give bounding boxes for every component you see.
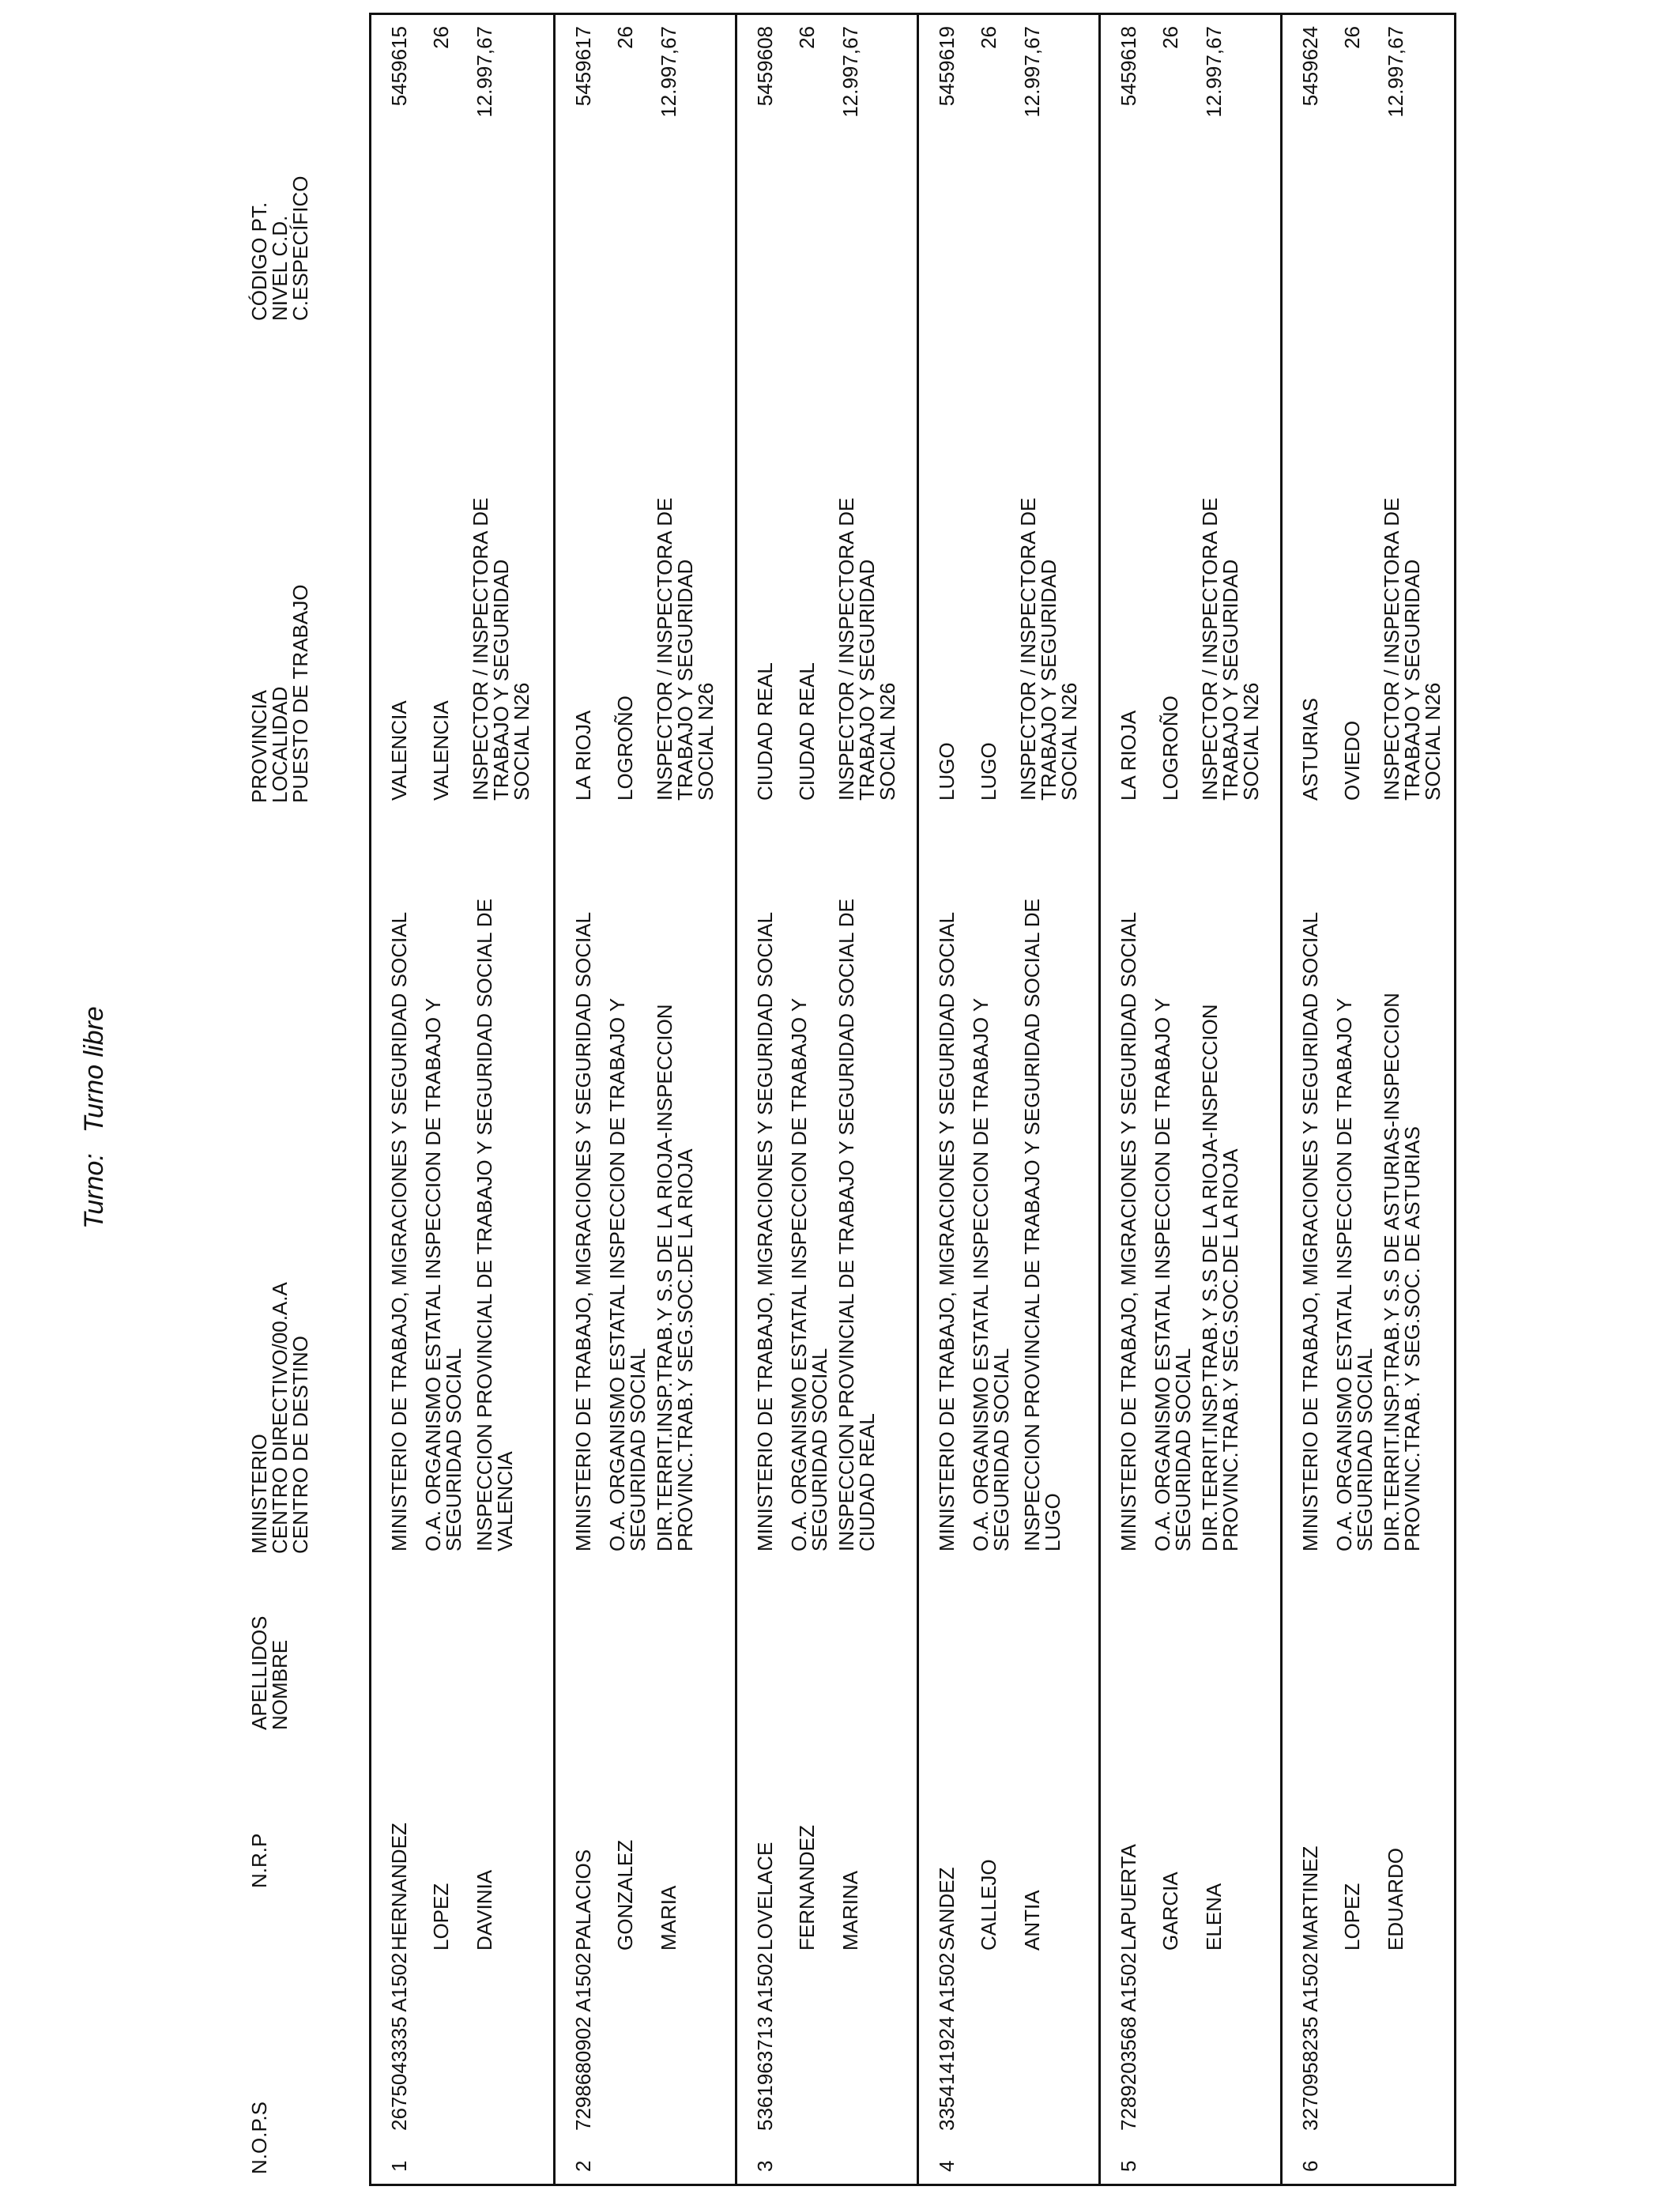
row-codigo: 5459618 [1117,26,1140,107]
header-nrp: N.R.P [247,1833,271,1888]
row-provincia: CIUDAD REAL [753,662,777,801]
row-provincia: LA RIOJA [571,710,595,801]
row-puesto: INSPECTOR / INSPECTORA DE TRABAJO Y SEGURIDAD SOCIAL N26 [1016,497,1081,801]
row-apellido2: LOPEZ [1340,1883,1364,1951]
table-row [371,15,553,2184]
row-ministerio: MINISTERIO DE TRABAJO, MIGRACIONES Y SEGURIDAD SOCIAL [571,911,595,1551]
row-apellido2: GONZALEZ [613,1839,637,1951]
row-especifico: 12.997,67 [473,26,496,118]
header-nivel: NIVEL C.D. [268,215,292,321]
row-apellido1: MARTINEZ [1298,1845,1322,1951]
row-provincia: LA RIOJA [1117,710,1140,801]
row-ministerio: MINISTERIO DE TRABAJO, MIGRACIONES Y SEGURIDAD SOCIAL [387,911,411,1551]
row-puesto: INSPECTOR / INSPECTORA DE TRABAJO Y SEGURIDAD SOCIAL N26 [1198,497,1263,801]
row-nops: 3 [753,2160,777,2172]
row-puesto: INSPECTOR / INSPECTORA DE TRABAJO Y SEGURIDAD SOCIAL N26 [834,497,899,801]
row-nombre: ELENA [1202,1883,1226,1951]
row-ministerio: MINISTERIO DE TRABAJO, MIGRACIONES Y SEGURIDAD SOCIAL [1298,911,1322,1551]
row-nrp: 3270958235 A1502 [1298,1952,1322,2131]
row-apellido2: CALLEJO [977,1859,1000,1951]
header-apellidos-nombre [249,1615,290,1730]
row-nombre: EDUARDO [1384,1847,1407,1951]
row-centro-directivo: O.A. ORGANISMO ESTATAL INSPECCION DE TRABAJO Y SEGURIDAD SOCIAL [1332,998,1377,1551]
row-localidad: VALENCIA [429,700,453,801]
row-centro-directivo: O.A. ORGANISMO ESTATAL INSPECCION DE TRABAJO Y SEGURIDAD SOCIAL [787,998,831,1551]
row-apellido1: PALACIOS [571,1849,595,1951]
row-centro-directivo: O.A. ORGANISMO ESTATAL INSPECCION DE TRABAJO Y SEGURIDAD SOCIAL [605,998,650,1551]
row-nombre: MARINA [838,1870,862,1951]
table-row [1280,15,1462,2184]
row-nombre: ANTIA [1020,1890,1044,1951]
row-ministerio: MINISTERIO DE TRABAJO, MIGRACIONES Y SEGURIDAD SOCIAL [1117,911,1140,1551]
row-puesto: INSPECTOR / INSPECTORA DE TRABAJO Y SEGURIDAD SOCIAL N26 [653,497,718,801]
row-nivel: 26 [429,26,453,49]
header-especifico: C.ESPECÍFICO [288,175,312,321]
row-localidad: LUGO [977,742,1000,801]
row-nivel: 26 [795,26,819,49]
header-ministerio-centros [249,1282,311,1554]
appointments-table [369,13,1456,2186]
row-apellido1: LOVELACE [753,1842,777,1951]
row-provincia: ASTURIAS [1298,697,1322,801]
row-localidad: CIUDAD REAL [795,662,819,801]
row-apellido2: GARCIA [1158,1872,1182,1951]
table-row [553,15,735,2184]
row-especifico: 12.997,67 [838,26,862,118]
row-especifico: 12.997,67 [1020,26,1044,118]
row-centro-destino: DIR.TERRIT.INSP.TRAB.Y S.S DE ASTURIAS-INSPECCION PROVINC.TRAB. Y SEG.SOC. DE ASTURIAS [1380,993,1424,1551]
row-localidad: LOGROÑO [613,696,637,801]
header-provincia-localidad-puesto [249,585,311,803]
row-codigo: 5459608 [753,26,777,107]
row-nivel: 26 [1158,26,1182,49]
row-nops: 5 [1117,2160,1140,2172]
row-centro-directivo: O.A. ORGANISMO ESTATAL INSPECCION DE TRABAJO Y SEGURIDAD SOCIAL [421,998,465,1551]
row-apellido1: SANDEZ [935,1867,959,1951]
table-row [735,15,917,2184]
row-nivel: 26 [977,26,1000,49]
row-puesto: INSPECTOR / INSPECTORA DE TRABAJO Y SEGURIDAD SOCIAL N26 [1380,497,1445,801]
row-especifico: 12.997,67 [1202,26,1226,118]
row-codigo: 5459619 [935,26,959,107]
row-apellido2: LOPEZ [429,1883,453,1951]
row-centro-destino: DIR.TERRIT.INSP.TRAB.Y S.S DE LA RIOJA-INSPECCION PROVINC.TRAB.Y SEG.SOC.DE LA RIOJA [653,1004,697,1551]
table-row [917,15,1098,2184]
row-nombre: DAVINIA [473,1869,496,1951]
row-ministerio: MINISTERIO DE TRABAJO, MIGRACIONES Y SEGURIDAD SOCIAL [935,911,959,1551]
row-apellido1: LAPUERTA [1117,1844,1140,1951]
row-provincia: VALENCIA [387,700,411,801]
row-provincia: LUGO [935,742,959,801]
row-localidad: LOGROÑO [1158,696,1182,801]
row-nrp: 7298680902 A1502 [571,1952,595,2131]
row-nivel: 26 [1340,26,1364,49]
row-centro-destino: INSPECCION PROVINCIAL DE TRABAJO Y SEGURIDAD SOCIAL DE CIUDAD REAL [834,899,879,1551]
row-centro-directivo: O.A. ORGANISMO ESTATAL INSPECCION DE TRABAJO Y SEGURIDAD SOCIAL [969,998,1013,1551]
header-localidad: LOCALIDAD [268,686,292,803]
turno-label: Turno: [79,1153,109,1229]
turno-value: Turno libre [79,1006,109,1133]
row-codigo: 5459617 [571,26,595,107]
row-centro-destino: INSPECCION PROVINCIAL DE TRABAJO Y SEGURIDAD SOCIAL DE LUGO [1020,899,1064,1551]
row-localidad: OVIEDO [1340,720,1364,801]
row-nops: 1 [387,2160,411,2172]
row-nrp: 2675043335 A1502 [387,1952,411,2131]
row-especifico: 12.997,67 [1384,26,1407,118]
row-centro-destino: INSPECCION PROVINCIAL DE TRABAJO Y SEGURIDAD SOCIAL DE VALENCIA [473,899,517,1551]
row-puesto: INSPECTOR / INSPECTORA DE TRABAJO Y SEGURIDAD SOCIAL N26 [469,497,533,801]
row-nombre: MARIA [657,1885,680,1951]
row-ministerio: MINISTERIO DE TRABAJO, MIGRACIONES Y SEGURIDAD SOCIAL [753,911,777,1551]
turno-title [79,1006,110,1250]
header-codigo: CÓDIGO PT. [247,202,271,321]
header-centro-destino: CENTRO DE DESTINO [288,1336,312,1554]
header-nombre: NOMBRE [268,1639,292,1730]
header-centro-directivo: CENTRO DIRECTIVO/00.A.A [268,1282,292,1554]
row-nops: 4 [935,2160,959,2172]
row-centro-destino: DIR.TERRIT.INSP.TRAB.Y S.S DE LA RIOJA-INSPECCION PROVINC.TRAB.Y SEG.SOC.DE LA RIOJA [1198,1004,1242,1551]
header-puesto: PUESTO DE TRABAJO [288,584,312,803]
header-codigo-nivel-especifico [249,176,311,321]
table-row [1098,15,1280,2184]
row-nrp: 7289203568 A1502 [1117,1952,1140,2131]
row-nrp: 5361963713 A1502 [753,1952,777,2131]
row-nivel: 26 [613,26,637,49]
header-apellidos: APELLIDOS [247,1615,271,1730]
row-apellido1: HERNANDEZ [387,1823,411,1951]
row-nops: 6 [1298,2160,1322,2172]
row-nrp: 3354141924 A1502 [935,1952,959,2131]
header-provincia: PROVINCIA [247,689,271,803]
row-especifico: 12.997,67 [657,26,680,118]
row-nops: 2 [571,2160,595,2172]
row-codigo: 5459624 [1298,26,1322,107]
row-apellido2: FERNANDEZ [795,1825,819,1951]
header-nops: N.O.P.S [247,2101,271,2174]
header-ministerio: MINISTERIO [247,1434,271,1554]
row-codigo: 5459615 [387,26,411,107]
row-centro-directivo: O.A. ORGANISMO ESTATAL INSPECCION DE TRABAJO Y SEGURIDAD SOCIAL [1151,998,1195,1551]
